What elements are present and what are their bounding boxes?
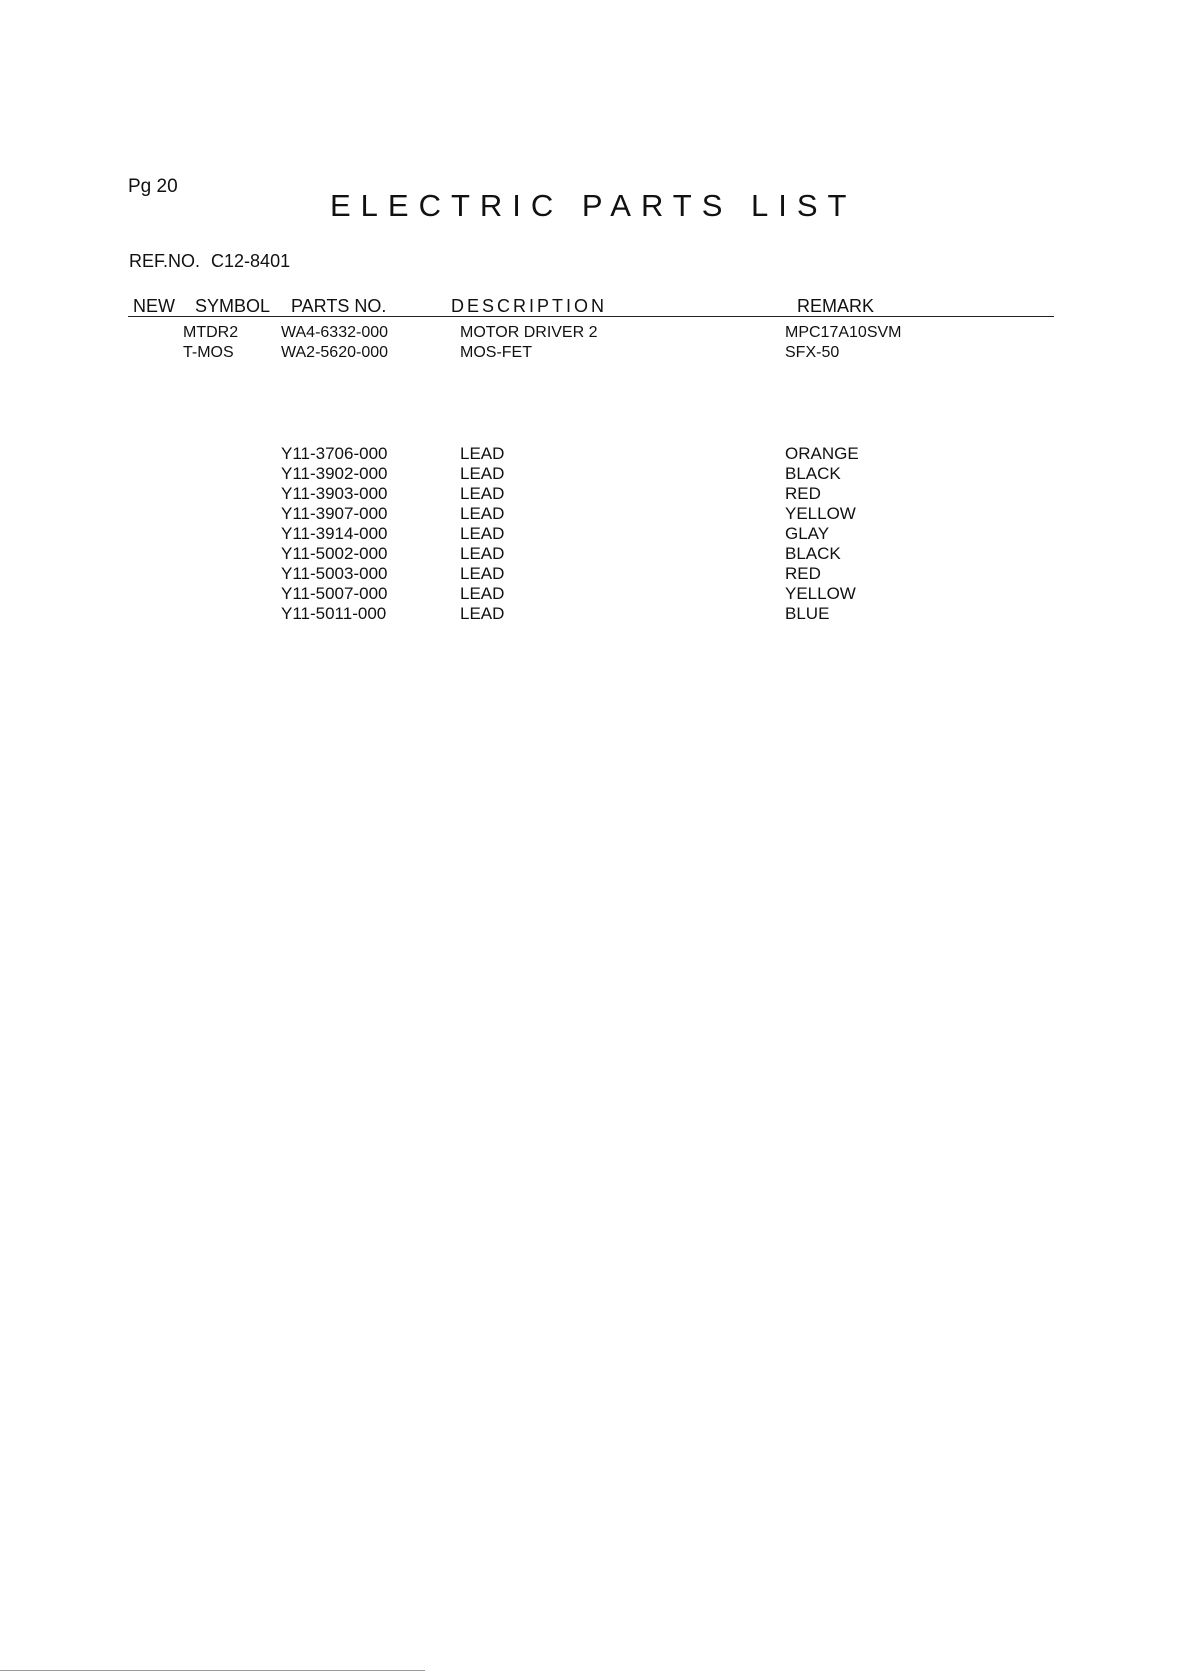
remark-cell: MPC17A10SVM: [785, 324, 902, 341]
remark-cell: RED: [785, 564, 821, 583]
reference-number: [129, 251, 290, 272]
page-title: ELECTRIC PARTS LIST: [330, 188, 857, 223]
parts-no-cell: Y11-3706-000: [281, 444, 388, 463]
table-row: [0, 344, 1178, 364]
parts-no-cell: Y11-3902-000: [281, 464, 388, 483]
page-number: Pg 20: [128, 176, 178, 197]
remark-cell: ORANGE: [785, 444, 859, 463]
description-cell: MOS-FET: [460, 344, 532, 361]
parts-no-cell: Y11-3914-000: [281, 524, 388, 543]
table-row: [0, 564, 1178, 584]
table-row: [0, 444, 1178, 464]
parts-no-cell: WA2-5620-000: [281, 344, 389, 361]
remark-cell: BLUE: [785, 604, 830, 623]
ref-value: C12-8401: [211, 251, 291, 271]
table-row: [0, 544, 1178, 564]
header-rule: [128, 316, 1054, 317]
header-parts-no: PARTS NO.: [291, 296, 387, 316]
header-description: DESCRIPTION: [451, 296, 608, 316]
header-symbol: SYMBOL: [195, 296, 271, 316]
description-cell: MOTOR DRIVER 2: [460, 324, 598, 341]
table-row: [0, 584, 1178, 604]
description-cell: LEAD: [460, 464, 505, 483]
parts-no-cell: WA4-6332-000: [281, 324, 389, 341]
table-row: [0, 324, 1178, 344]
table-row: [0, 604, 1178, 624]
description-cell: LEAD: [460, 584, 505, 603]
description-cell: LEAD: [460, 444, 505, 463]
header-remark: REMARK: [797, 296, 875, 316]
header-new: NEW: [133, 296, 175, 316]
table-row: [0, 524, 1178, 544]
description-cell: LEAD: [460, 524, 505, 543]
remark-cell: YELLOW: [785, 504, 856, 523]
scan-edge-line: [0, 1670, 425, 1671]
parts-no-cell: Y11-5011-000: [281, 604, 387, 623]
symbol-cell: T-MOS: [183, 344, 234, 361]
remark-cell: YELLOW: [785, 584, 856, 603]
symbol-cell: MTDR2: [183, 324, 239, 341]
description-cell: LEAD: [460, 484, 505, 503]
remark-cell: GLAY: [785, 524, 830, 543]
parts-no-cell: Y11-3903-000: [281, 484, 388, 503]
parts-no-cell: Y11-5002-000: [281, 544, 388, 563]
parts-no-cell: Y11-5003-000: [281, 564, 388, 583]
remark-cell: BLACK: [785, 544, 841, 563]
description-cell: LEAD: [460, 544, 505, 563]
table-row: [0, 484, 1178, 504]
remark-cell: SFX-50: [785, 344, 840, 361]
table-row: [0, 464, 1178, 484]
description-cell: LEAD: [460, 604, 505, 623]
remark-cell: BLACK: [785, 464, 841, 483]
description-cell: LEAD: [460, 504, 505, 523]
parts-no-cell: Y11-5007-000: [281, 584, 388, 603]
parts-no-cell: Y11-3907-000: [281, 504, 388, 523]
remark-cell: RED: [785, 484, 821, 503]
description-cell: LEAD: [460, 564, 505, 583]
ref-label: REF.NO.: [129, 251, 201, 271]
table-row: [0, 504, 1178, 524]
